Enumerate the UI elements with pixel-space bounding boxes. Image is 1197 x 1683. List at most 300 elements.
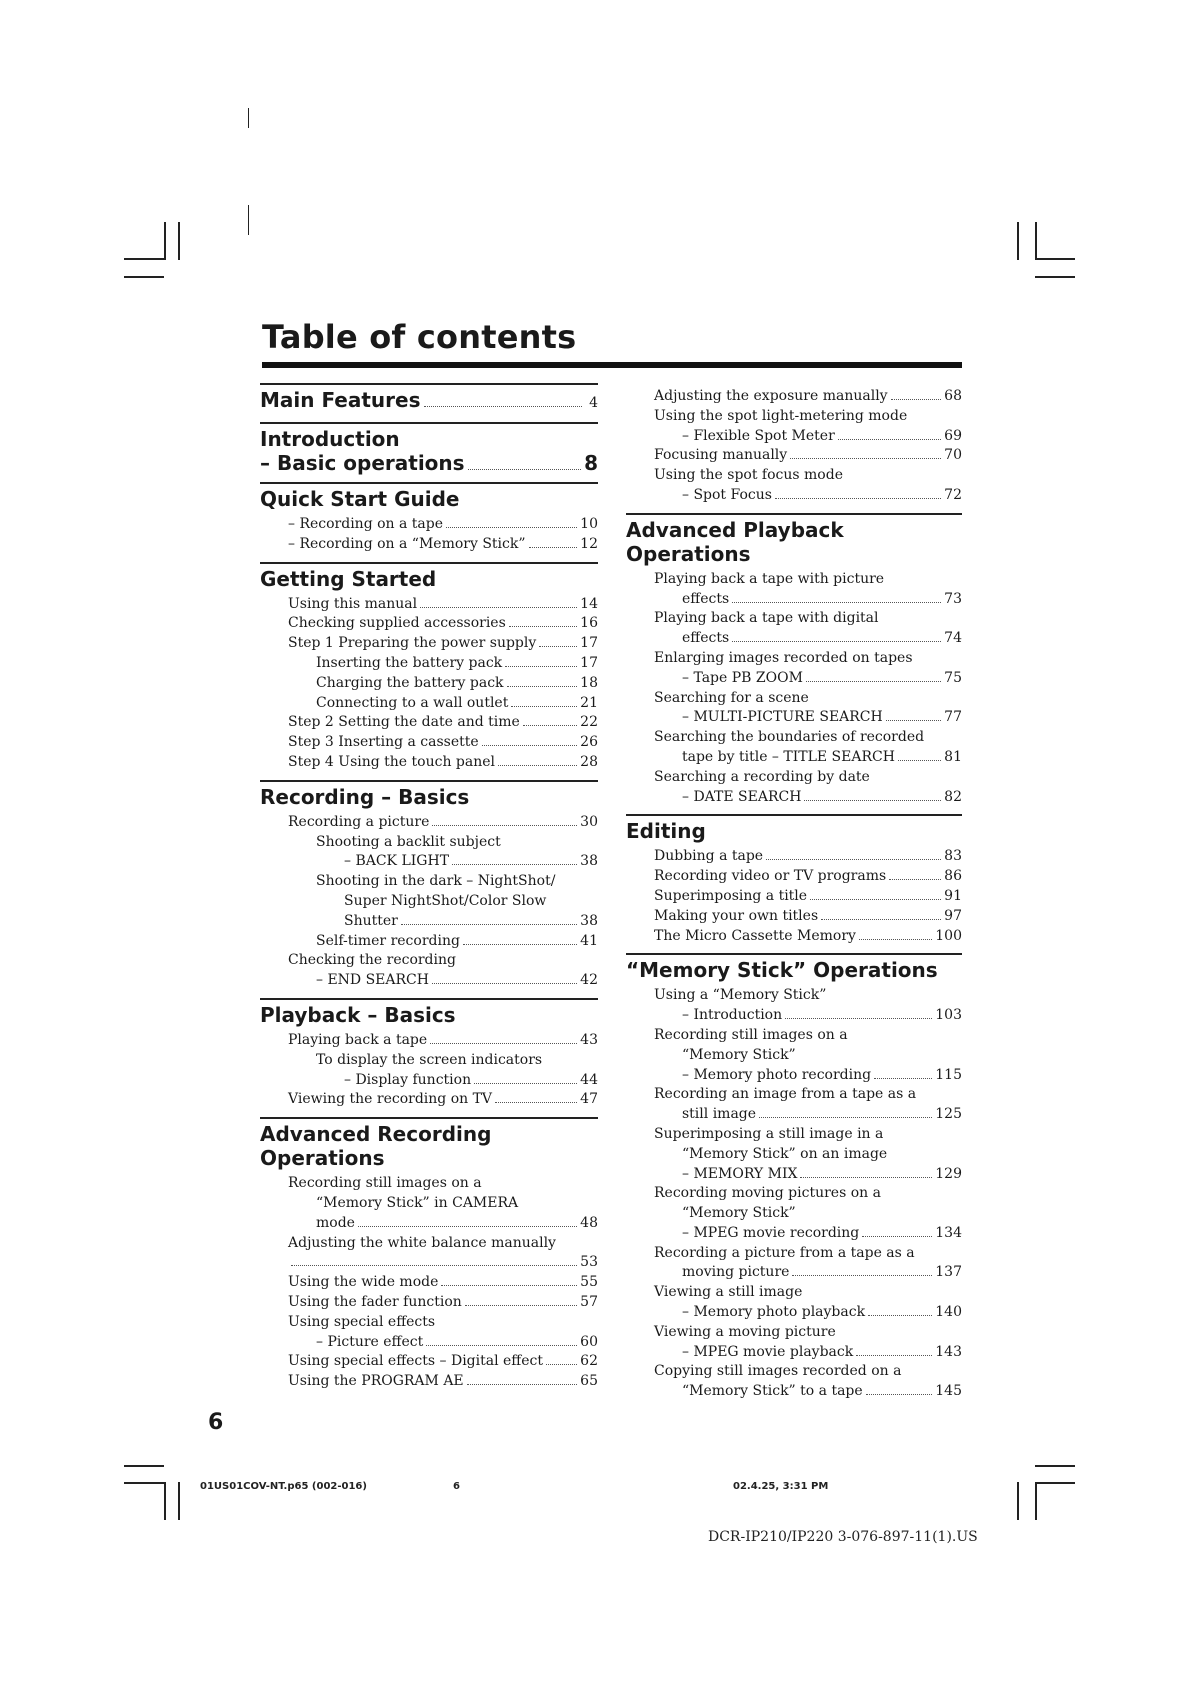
section-heading-text: – Basic operations xyxy=(260,451,465,475)
entry-text: – END SEARCH xyxy=(316,972,429,989)
page-ref: 17 xyxy=(580,635,598,652)
entry-text: – MULTI-PICTURE SEARCH xyxy=(682,709,883,726)
crop-mark xyxy=(1035,1465,1075,1467)
dot-leader xyxy=(889,879,941,880)
toc-entry[interactable] xyxy=(260,1090,598,1110)
entry-text: Searching a recording by date xyxy=(654,768,870,785)
dot-leader xyxy=(426,1345,577,1346)
section-rule xyxy=(626,513,962,515)
page-ref: 81 xyxy=(944,748,962,765)
toc-entry[interactable] xyxy=(626,629,962,649)
entry-text: Charging the battery pack xyxy=(316,674,504,691)
toc-entry[interactable] xyxy=(626,887,962,907)
page-number: 6 xyxy=(208,1410,224,1435)
page-ref: 74 xyxy=(944,630,962,647)
toc-entry[interactable] xyxy=(626,708,962,728)
section-rule xyxy=(260,383,598,385)
dot-leader xyxy=(507,686,578,687)
entry-text: Recording still images on a xyxy=(288,1175,482,1192)
dot-leader xyxy=(463,944,577,945)
toc-section xyxy=(626,387,962,506)
entry-text: “Memory Stick” to a tape xyxy=(682,1383,863,1400)
toc-entry[interactable] xyxy=(260,535,598,555)
entry-text: Using special effects – Digital effect xyxy=(288,1353,544,1370)
toc-entry[interactable] xyxy=(626,788,962,808)
section-heading-line xyxy=(260,1146,598,1170)
page-ref: 55 xyxy=(580,1274,598,1291)
entry-text: effects xyxy=(682,630,730,647)
toc-entry[interactable] xyxy=(260,971,598,991)
dot-leader xyxy=(732,641,941,642)
page-ref: 143 xyxy=(935,1343,962,1360)
toc-entry[interactable] xyxy=(626,1085,962,1105)
dot-leader xyxy=(420,607,577,608)
page-ref: 12 xyxy=(580,535,598,552)
entry-list xyxy=(260,813,598,991)
entry-text: Self-timer recording xyxy=(316,932,460,949)
entry-text: Using the spot light-metering mode xyxy=(654,407,908,424)
entry-text: The Micro Cassette Memory xyxy=(654,927,856,944)
entry-text: – Tape PB ZOOM xyxy=(682,669,803,686)
entry-text: Super NightShot/Color Slow xyxy=(344,892,547,909)
section-rule xyxy=(260,482,598,484)
entry-text: Using this manual xyxy=(288,595,418,612)
page-ref: 30 xyxy=(580,813,598,830)
dot-leader xyxy=(546,1364,577,1365)
page-ref: 47 xyxy=(580,1091,598,1108)
toc-entry[interactable] xyxy=(626,387,962,407)
dot-leader xyxy=(804,800,941,801)
section-rule xyxy=(626,953,962,955)
toc-entry[interactable] xyxy=(260,1293,598,1313)
dot-leader xyxy=(866,1394,933,1395)
dot-leader xyxy=(874,1078,932,1079)
toc-entry[interactable] xyxy=(626,1303,962,1323)
entry-text: Recording a picture xyxy=(288,813,430,830)
entry-text: Viewing a moving picture xyxy=(654,1323,836,1340)
crop-mark xyxy=(1035,276,1075,278)
toc-entry[interactable] xyxy=(626,986,962,1006)
toc-entry[interactable] xyxy=(626,1382,962,1402)
entry-text: Searching for a scene xyxy=(654,689,809,706)
toc-entry[interactable] xyxy=(626,669,962,689)
dot-leader xyxy=(821,919,941,920)
entry-text: Superimposing a title xyxy=(654,887,808,904)
entry-text: – Recording on a “Memory Stick” xyxy=(288,535,526,552)
page-ref: 73 xyxy=(944,590,962,607)
page-ref: 18 xyxy=(580,674,598,691)
toc-entry[interactable] xyxy=(260,515,598,535)
toc-entry[interactable] xyxy=(260,872,598,892)
section-heading: Recording – Basics xyxy=(260,784,470,809)
toc-entry[interactable] xyxy=(626,1204,962,1224)
dot-leader xyxy=(358,1226,577,1227)
dot-leader xyxy=(785,1018,932,1019)
entry-text: Playing back a tape xyxy=(288,1031,428,1048)
section-heading xyxy=(260,427,598,475)
dot-leader xyxy=(732,602,941,603)
section-heading-line xyxy=(260,451,598,475)
page-ref: 8 xyxy=(584,451,598,475)
toc-entry[interactable] xyxy=(260,1031,598,1051)
entry-text: – DATE SEARCH xyxy=(682,788,802,805)
toc-entry[interactable] xyxy=(260,1253,598,1273)
entry-text: tape by title – TITLE SEARCH xyxy=(682,748,895,765)
section-heading-line: Advanced Playback xyxy=(626,517,844,542)
toc-entry[interactable] xyxy=(626,1006,962,1026)
toc-entry[interactable] xyxy=(626,1323,962,1343)
toc-entry[interactable] xyxy=(260,892,598,912)
section-heading: “Memory Stick” Operations xyxy=(626,958,938,983)
entry-text: – Memory photo playback xyxy=(682,1304,866,1321)
page-ref: 53 xyxy=(580,1254,598,1271)
toc-section xyxy=(626,513,962,808)
crop-mark xyxy=(1017,1482,1019,1520)
dot-leader xyxy=(775,498,941,499)
crop-mark xyxy=(1035,1482,1075,1484)
toc-entry[interactable] xyxy=(626,1263,962,1283)
toc-entry[interactable] xyxy=(626,570,962,590)
section-rule xyxy=(626,814,962,816)
toc-entry[interactable] xyxy=(626,1283,962,1303)
toc-entry[interactable] xyxy=(626,1125,962,1145)
section-heading: Quick Start Guide xyxy=(260,487,460,511)
entry-list xyxy=(626,986,962,1402)
section-heading-line: Introduction xyxy=(260,427,400,451)
crop-mark xyxy=(1035,222,1037,260)
toc-entry[interactable] xyxy=(626,446,962,466)
section-heading-text: Main Features xyxy=(260,388,421,412)
entry-text: – Picture effect xyxy=(316,1333,424,1350)
entry-text: – MPEG movie recording xyxy=(682,1224,860,1241)
entry-text: Enlarging images recorded on tapes xyxy=(654,649,913,666)
entry-list xyxy=(626,387,962,506)
toc-entry[interactable] xyxy=(626,907,962,927)
toc-section xyxy=(260,383,598,415)
page-ref: 42 xyxy=(580,972,598,989)
toc-entry[interactable] xyxy=(260,733,598,753)
entry-text: Using the wide mode xyxy=(288,1274,439,1291)
margin-line xyxy=(248,108,249,128)
page-ref: 69 xyxy=(944,427,962,444)
toc-entry[interactable] xyxy=(626,1184,962,1204)
entry-text: Using the fader function xyxy=(288,1293,462,1310)
dot-leader xyxy=(806,681,941,682)
entry-text: Step 4 Using the touch panel xyxy=(288,753,496,770)
page-ref: 100 xyxy=(935,927,962,944)
entry-text: Viewing a still image xyxy=(654,1284,803,1301)
entry-text: Shutter xyxy=(344,912,398,929)
toc-entry[interactable] xyxy=(260,852,598,872)
crop-mark xyxy=(124,1465,164,1467)
toc-entry[interactable] xyxy=(626,728,962,748)
toc-entry[interactable] xyxy=(626,590,962,610)
section-rule xyxy=(260,780,598,782)
toc-entry[interactable] xyxy=(260,932,598,952)
dot-leader xyxy=(891,399,942,400)
toc-entry[interactable] xyxy=(260,1273,598,1293)
page-ref: 125 xyxy=(935,1106,962,1123)
crop-mark xyxy=(1035,258,1075,260)
dot-leader xyxy=(498,765,577,766)
entry-text: Recording an image from a tape as a xyxy=(654,1086,917,1103)
entry-text: Playing back a tape with picture xyxy=(654,570,885,587)
toc-section xyxy=(260,482,598,555)
page-ref: 22 xyxy=(580,714,598,731)
toc-entry[interactable] xyxy=(626,1165,962,1185)
toc-entry[interactable] xyxy=(626,1066,962,1086)
toc-entry[interactable] xyxy=(260,912,598,932)
toc-entry[interactable] xyxy=(626,1026,962,1046)
dot-leader xyxy=(291,1265,577,1266)
toc-entry[interactable] xyxy=(626,609,962,629)
toc-entry[interactable] xyxy=(626,1244,962,1264)
toc-entry[interactable] xyxy=(260,674,598,694)
toc-entry[interactable] xyxy=(260,595,598,615)
entry-text: Using the spot focus mode xyxy=(654,467,843,484)
dot-leader xyxy=(838,439,941,440)
entry-text: “Memory Stick” xyxy=(682,1046,796,1063)
page-ref: 129 xyxy=(935,1165,962,1182)
page-ref: 14 xyxy=(580,595,598,612)
section-heading-text: Operations xyxy=(626,541,751,566)
toc-entry[interactable] xyxy=(626,427,962,447)
toc-entry[interactable] xyxy=(260,1071,598,1091)
entry-text: Checking the recording xyxy=(288,952,456,969)
crop-mark xyxy=(178,222,180,260)
toc-entry[interactable] xyxy=(626,1046,962,1066)
page-ref: 38 xyxy=(580,912,598,929)
entry-text: Step 3 Inserting a cassette xyxy=(288,734,479,751)
page-ref: 77 xyxy=(944,709,962,726)
entry-text: Step 2 Setting the date and time xyxy=(288,714,520,731)
entry-text: Copying still images recorded on a xyxy=(654,1363,902,1380)
section-heading: Playback – Basics xyxy=(260,1002,456,1027)
page-ref: 137 xyxy=(935,1264,962,1281)
dot-leader xyxy=(859,939,932,940)
footer-timestamp: 02.4.25, 3:31 PM xyxy=(733,1481,829,1492)
page-ref: 68 xyxy=(944,388,962,404)
toc-entry[interactable] xyxy=(626,1362,962,1382)
toc-entry[interactable] xyxy=(626,768,962,788)
toc-entry[interactable] xyxy=(260,1352,598,1372)
toc-entry[interactable] xyxy=(260,1174,598,1194)
crop-mark xyxy=(178,1482,180,1520)
page-ref: 65 xyxy=(580,1373,598,1390)
dot-leader xyxy=(766,859,941,860)
dot-leader xyxy=(430,1043,577,1044)
page-ref: 21 xyxy=(580,694,598,711)
crop-mark xyxy=(1017,222,1019,260)
toc-entry[interactable] xyxy=(260,1234,598,1254)
entry-text: Recording a picture from a tape as a xyxy=(654,1244,915,1261)
entry-list xyxy=(260,515,598,555)
section-heading-text: Operations xyxy=(260,1146,385,1171)
section-rule xyxy=(260,562,598,564)
entry-list xyxy=(260,1174,598,1392)
toc-entry[interactable] xyxy=(626,466,962,486)
section-heading xyxy=(260,1122,598,1170)
dot-leader xyxy=(886,720,941,721)
entry-text: Using the PROGRAM AE xyxy=(288,1373,464,1390)
page-ref: 86 xyxy=(944,868,962,885)
section-heading-line: Advanced Recording xyxy=(260,1122,492,1147)
toc-entry[interactable] xyxy=(260,833,598,853)
dot-leader xyxy=(868,1315,932,1316)
entry-text: Focusing manually xyxy=(654,447,788,464)
entry-text: – Flexible Spot Meter xyxy=(682,427,835,444)
page-ref: 10 xyxy=(580,516,598,532)
dot-leader xyxy=(482,745,577,746)
toc-entry[interactable] xyxy=(260,1372,598,1392)
dot-leader xyxy=(401,924,577,925)
crop-mark xyxy=(124,258,164,260)
toc-section xyxy=(260,780,598,991)
entry-text: – MPEG movie playback xyxy=(682,1343,854,1360)
entry-text: – Memory photo recording xyxy=(682,1066,872,1083)
toc-entry[interactable] xyxy=(626,927,962,947)
dot-leader xyxy=(424,406,583,407)
crop-mark xyxy=(1035,1482,1037,1520)
entry-text: Searching the boundaries of recorded xyxy=(654,729,925,746)
toc-entry[interactable] xyxy=(626,847,962,867)
toc-section xyxy=(260,998,598,1110)
crop-mark xyxy=(124,276,164,278)
crop-mark xyxy=(124,1482,164,1484)
section-heading-line xyxy=(626,542,962,566)
dot-leader xyxy=(792,1275,932,1276)
dot-leader xyxy=(432,983,577,984)
entry-text: mode xyxy=(316,1214,355,1231)
dot-leader xyxy=(759,1117,932,1118)
entry-text: Recording video or TV programs xyxy=(654,868,887,885)
toc-entry[interactable] xyxy=(626,1343,962,1363)
page-ref: 115 xyxy=(935,1066,962,1083)
entry-text: Adjusting the white balance manually xyxy=(288,1234,556,1251)
section-heading xyxy=(626,518,962,566)
dot-leader xyxy=(446,527,577,528)
entry-text: still image xyxy=(682,1106,757,1123)
dot-leader xyxy=(441,1285,577,1286)
section-heading: Editing xyxy=(626,819,706,844)
entry-text: – BACK LIGHT xyxy=(344,853,450,870)
toc-section xyxy=(626,953,962,1402)
page-ref: 60 xyxy=(580,1333,598,1350)
toc-entry[interactable] xyxy=(626,1224,962,1244)
page-ref: 91 xyxy=(944,887,962,904)
entry-text: Using special effects xyxy=(288,1313,436,1330)
entry-text: Inserting the battery pack xyxy=(316,654,503,671)
page-ref: 48 xyxy=(580,1214,598,1231)
page-ref: 145 xyxy=(935,1383,962,1400)
page-ref: 38 xyxy=(580,853,598,870)
page-ref: 16 xyxy=(580,615,598,632)
dot-leader xyxy=(529,547,578,548)
section-rule xyxy=(260,998,598,1000)
page-ref: 26 xyxy=(580,734,598,751)
dot-leader xyxy=(452,864,577,865)
entry-text: “Memory Stick” in CAMERA xyxy=(316,1194,519,1211)
page-ref: 17 xyxy=(580,654,598,671)
dot-leader xyxy=(511,706,577,707)
page-title: Table of contents xyxy=(262,318,577,356)
entry-text: “Memory Stick” xyxy=(682,1205,796,1222)
toc-entry[interactable] xyxy=(260,951,598,971)
toc-entry[interactable] xyxy=(260,713,598,733)
dot-leader xyxy=(468,469,582,470)
toc-entry[interactable] xyxy=(260,1194,598,1214)
dot-leader xyxy=(495,1102,577,1103)
toc-left-column xyxy=(260,383,598,1399)
toc-entry[interactable] xyxy=(626,407,962,427)
toc-entry[interactable] xyxy=(260,1214,598,1234)
entry-text: To display the screen indicators xyxy=(316,1051,543,1068)
section-heading: Getting Started xyxy=(260,566,437,591)
toc-entry[interactable] xyxy=(260,634,598,654)
toc-entry[interactable] xyxy=(260,654,598,674)
toc-entry[interactable] xyxy=(260,753,598,773)
dot-leader xyxy=(474,1083,577,1084)
crop-mark xyxy=(164,222,166,260)
crop-mark xyxy=(164,1482,166,1520)
toc-entry[interactable] xyxy=(626,867,962,887)
page-ref: 57 xyxy=(580,1293,598,1310)
entry-text: Playing back a tape with digital xyxy=(654,610,879,627)
entry-text: effects xyxy=(682,590,730,607)
entry-text: – Introduction xyxy=(682,1007,783,1024)
toc-entry[interactable] xyxy=(260,1333,598,1353)
entry-text: – MEMORY MIX xyxy=(682,1165,798,1182)
page-ref: 134 xyxy=(935,1224,962,1241)
dot-leader xyxy=(509,626,577,627)
entry-list xyxy=(626,847,962,946)
page-ref: 44 xyxy=(580,1071,598,1088)
page-ref: 83 xyxy=(944,848,962,865)
toc-entry[interactable] xyxy=(260,813,598,833)
page-ref: 4 xyxy=(589,395,598,411)
entry-text: Recording moving pictures on a xyxy=(654,1185,881,1202)
toc-entry[interactable] xyxy=(626,486,962,506)
toc-entry[interactable] xyxy=(626,748,962,768)
dot-leader xyxy=(856,1355,932,1356)
entry-text: Shooting in the dark – NightShot/ xyxy=(316,873,556,890)
toc-right-column xyxy=(626,383,962,1409)
section-heading xyxy=(260,388,598,415)
entry-list xyxy=(260,1031,598,1110)
toc-entry[interactable] xyxy=(260,1313,598,1333)
dot-leader xyxy=(790,458,941,459)
dot-leader xyxy=(467,1384,578,1385)
dot-leader xyxy=(862,1236,932,1237)
section-rule xyxy=(260,422,598,424)
entry-text: “Memory Stick” on an image xyxy=(682,1145,888,1162)
toc-entry[interactable] xyxy=(626,1145,962,1165)
entry-text: Step 1 Preparing the power supply xyxy=(288,635,537,652)
margin-line xyxy=(248,205,249,235)
toc-entry[interactable] xyxy=(626,1105,962,1125)
page-ref: 70 xyxy=(944,447,962,464)
toc-entry[interactable] xyxy=(260,614,598,634)
entry-text: moving picture xyxy=(682,1264,790,1281)
dot-leader xyxy=(539,646,577,647)
entry-text: Adjusting the exposure manually xyxy=(654,388,888,404)
toc-entry[interactable] xyxy=(626,649,962,669)
toc-entry[interactable] xyxy=(626,689,962,709)
title-rule xyxy=(262,362,962,368)
toc-entry[interactable] xyxy=(260,1051,598,1071)
toc-entry[interactable] xyxy=(260,694,598,714)
dot-leader xyxy=(465,1305,577,1306)
